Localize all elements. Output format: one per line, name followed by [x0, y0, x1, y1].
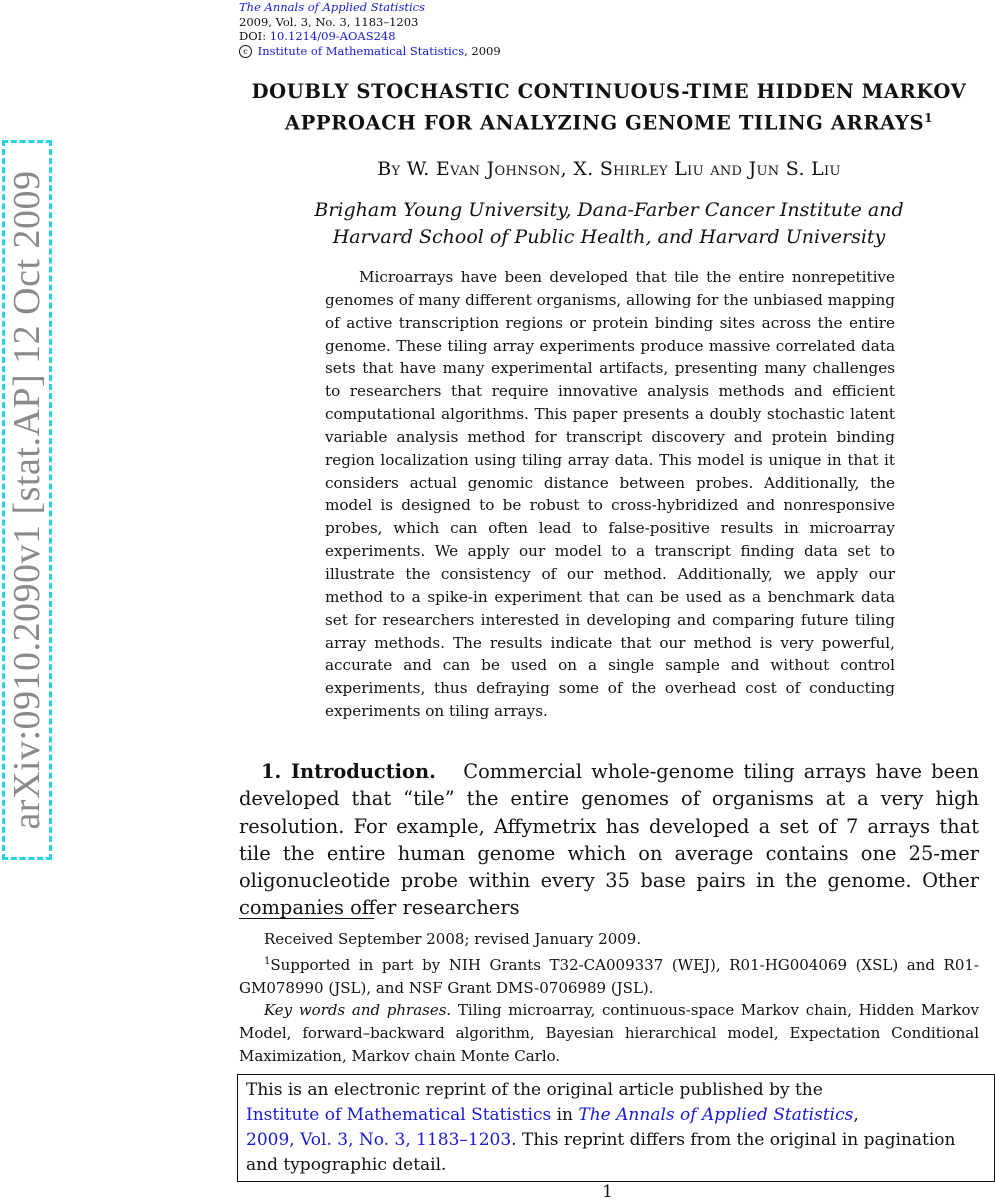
title-line-1: DOUBLY STOCHASTIC CONTINUOUS-TIME HIDDEN MARKOV — [251, 80, 967, 103]
footnotes — [239, 928, 979, 1068]
footnote-rule — [239, 918, 374, 919]
affiliation-line-2: Harvard School of Public Health, and Harvard University — [332, 226, 886, 248]
reprint-comma: , — [853, 1105, 859, 1125]
volume-line: 2009, Vol. 3, No. 3, 1183–1203 — [239, 14, 419, 29]
introduction-text: Commercial whole-genome tiling arrays have been developed that “tile” the entire genomes of organisms at a very high resolution. For example, Affymetrix has developed a set of 7 arrays that tile the entire human genome which on average contains one 25-mer oligonucleotide probe within every 35 base pairs in the genome. Other companies offer researchers — [239, 760, 979, 920]
journal-header — [239, 0, 501, 58]
support-note: Supported in part by NIH Grants T32-CA009337 (WEJ), R01-HG004069 (XSL) and R01-GM078990 (JSL), and NSF Grant DMS-0706989 (JSL). — [239, 955, 979, 997]
doi-label: DOI: — [239, 29, 267, 43]
arxiv-id: arXiv:0910.2090v1 [stat.AP] 12 Oct 2009 — [6, 170, 48, 830]
reprint-journal-link[interactable]: The Annals of Applied Statistics — [578, 1105, 854, 1125]
ims-link[interactable]: Institute of Mathematical Statistics — [257, 43, 465, 58]
introduction-section — [239, 758, 979, 922]
reprint-ims-link[interactable]: Institute of Mathematical Statistics — [246, 1105, 552, 1125]
reprint-citation-link[interactable]: 2009, Vol. 3, No. 3, 1183–1203 — [246, 1130, 512, 1150]
abstract — [325, 266, 895, 723]
copyright-icon: c — [239, 45, 252, 58]
abstract-text: Microarrays have been developed that tile the entire nonrepetitive genomes of many different organisms, allowing for the unbiased mapping of active transcription regions or protein binding sites across the entire genome. These tiling array experiments produce massive correlated data sets that have many experimental artifacts, presenting many challenges to researchers that require innovative analysis methods and efficient computational algorithms. This paper presents a doubly stochastic latent variable analysis method for transcript discovery and protein binding region localization using tiling array data. This model is unique in that it considers actual genomic distance between probes. Additionally, the model is designed to be robust to cross-hybridized and nonresponsive probes, which can often lead to false-positive results in microarray experiments. We apply our model to a transcript finding data set to illustrate the consistency of our method. Additionally, we apply our method to a spike-in experiment that can be used as a benchmark data set for researchers interested in developing and comparing future tiling array methods. The results indicate that our method is very powerful, accurate and can be used on a single sample and without control experiments, thus defraying some of the overhead cost of conducting experiments on tiling arrays. — [325, 268, 895, 721]
title-line-2: APPROACH FOR ANALYZING GENOME TILING ARRAYS — [284, 111, 925, 135]
section-heading: 1. Introduction. — [261, 760, 436, 783]
title-footnote-mark[interactable]: 1 — [924, 111, 934, 125]
received-note: Received September 2008; revised January 2009. — [264, 930, 642, 948]
support-mark: 1 — [264, 955, 271, 967]
paper-title — [239, 78, 979, 137]
reprint-rest: . This reprint differs from the original in pagination and typographic detail. — [246, 1130, 956, 1175]
affiliations — [239, 197, 979, 251]
authors: By W. Evan Johnson, X. Shirley Liu and Jun S. Liu — [377, 158, 841, 180]
arxiv-stamp — [2, 140, 52, 860]
reprint-in: in — [551, 1105, 579, 1125]
affiliation-line-1: Brigham Young University, Dana-Farber Cancer Institute and — [314, 199, 904, 221]
reprint-notice — [237, 1074, 995, 1182]
keywords-label: Key words and phrases. — [264, 1001, 452, 1020]
doi-link[interactable]: 10.1214/09-AOAS248 — [269, 29, 396, 43]
reprint-line-1: This is an electronic reprint of the original article published by the — [246, 1080, 823, 1100]
journal-link[interactable]: The Annals of Applied Statistics — [239, 0, 425, 14]
keywords: Tiling microarray, continuous-space Markov chain, Hidden Markov Model, forward–backward algorithm, Bayesian hierarchical model, Expectation Conditional Maximization, Markov chain Monte Carlo. — [239, 1001, 979, 1065]
copyright-year: , 2009 — [464, 43, 501, 58]
page-number: 1 — [602, 1182, 613, 1202]
